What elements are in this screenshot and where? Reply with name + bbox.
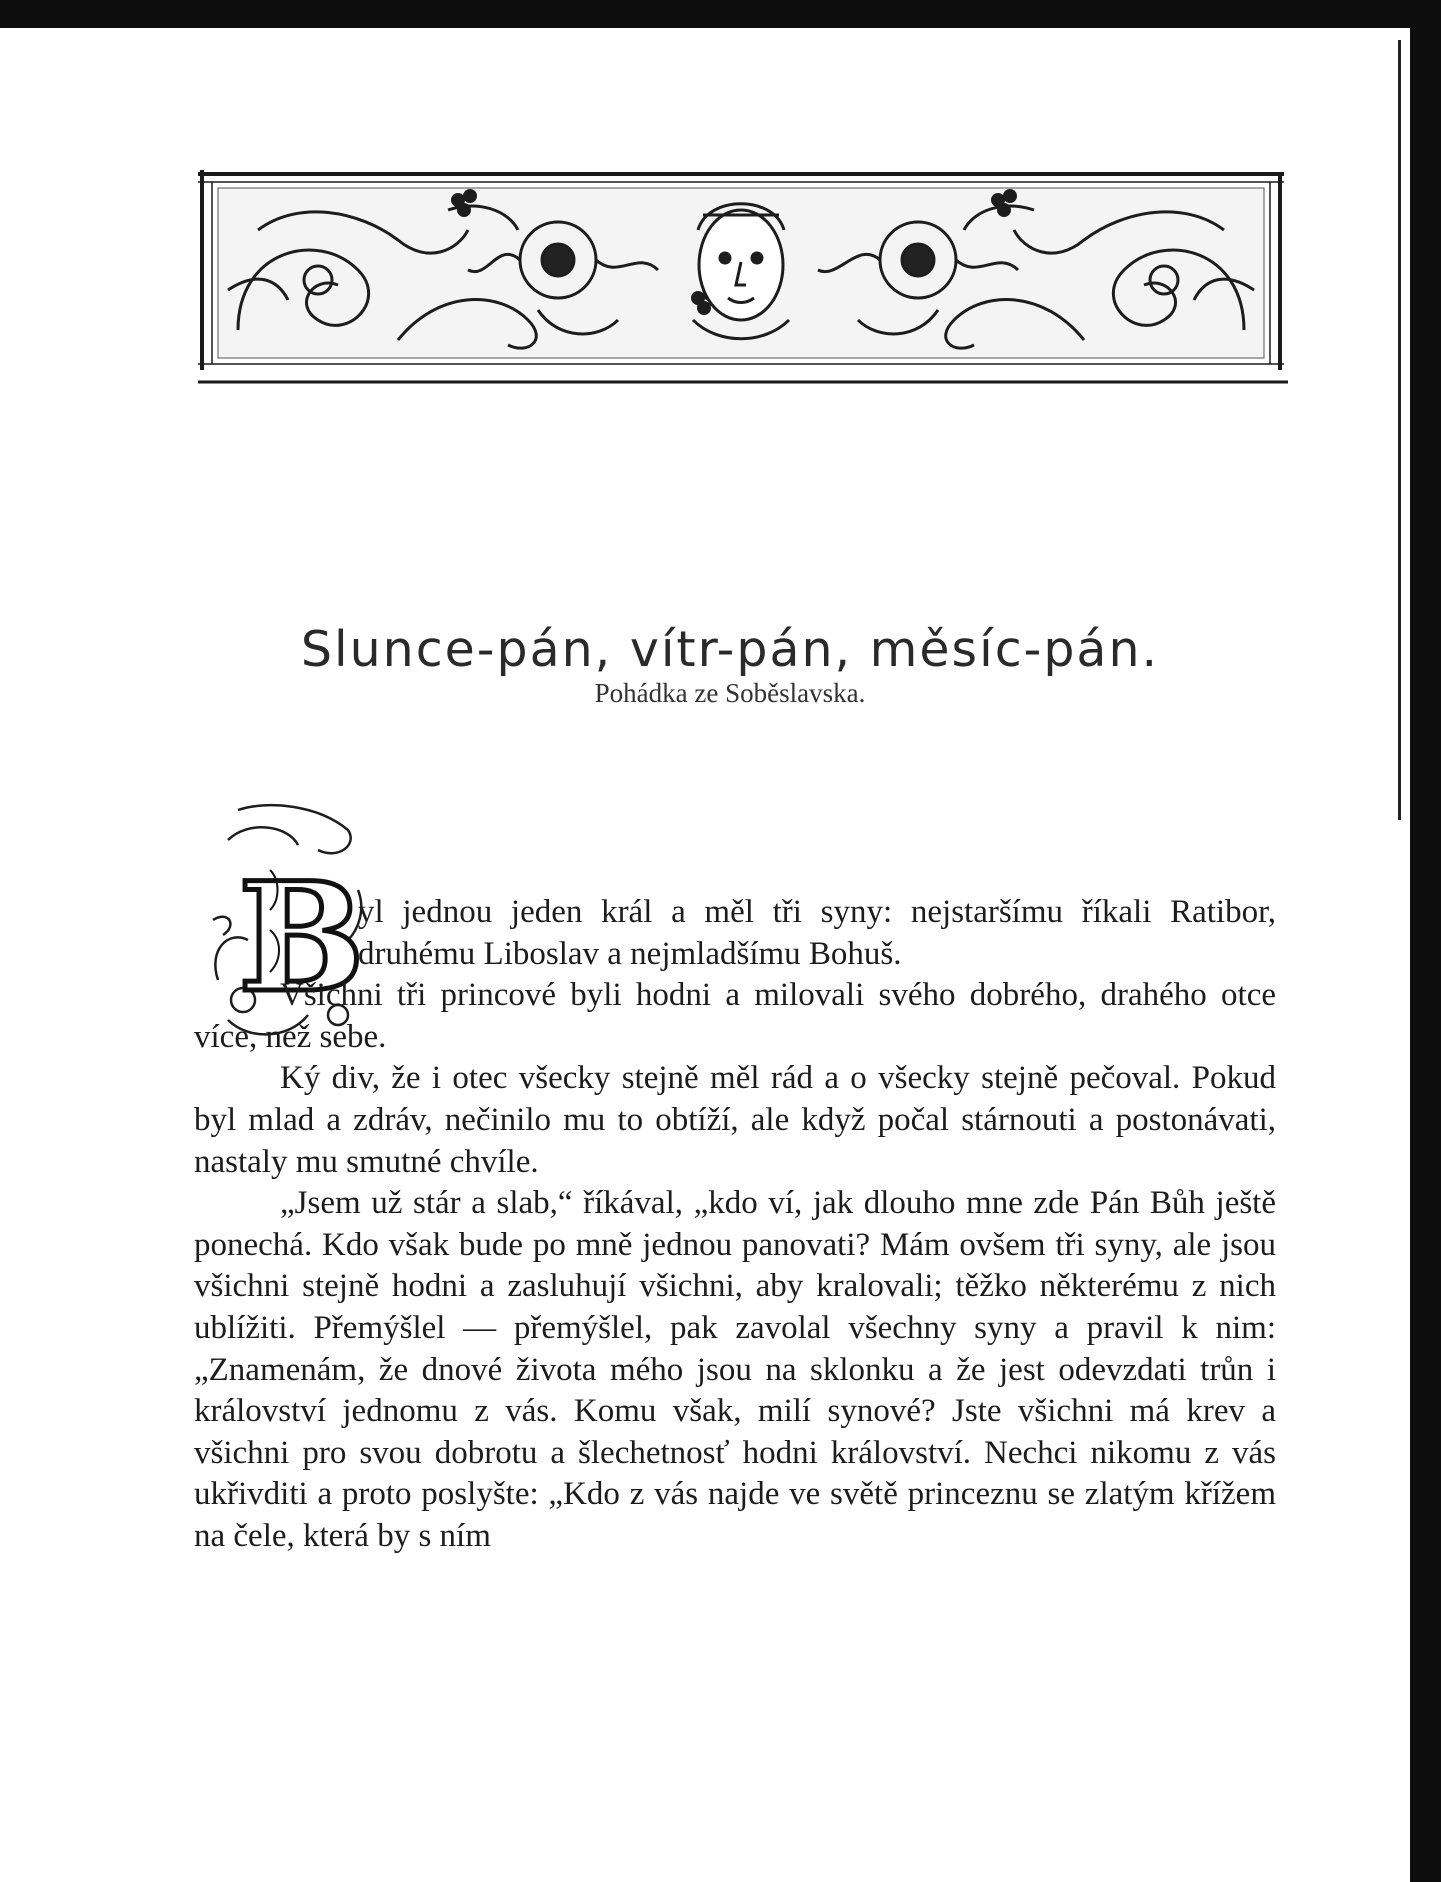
header-ornament	[198, 170, 1288, 388]
chapter-subtitle: Pohádka ze Soběslavska.	[594, 678, 866, 708]
paragraph-1	[194, 892, 1276, 975]
dropcap-letter: B	[238, 850, 365, 1026]
body-text	[194, 892, 1276, 1558]
scan-page-edge	[1398, 40, 1401, 820]
paragraph-4: „Jsem už stár a slab,“ říkával, „kdo ví, jak dlouho mne zde Pán Bůh ještě ponechá. Kdo však bude po mně jednou panovati? Mám ovšem tři syny, ale jsou všichni stejně hodni a zasluhují všichni, aby kralovali; těžko některému z nich ublížiti. Přemýšlel — přemýšlel, pak zavolal všechny syny a pravil k nim: „Znamenám, že dnové života mého jsou na sklonku a že jest odevzdati trůn i království jednomu z vás. Komu však, milí synové? Jste všichni má krev a všichni pro svou dobrotu a šlechetnosť hodni království. Nechci nikomu z vás ukřivditi a proto poslyšte: „Kdo z vás najde ve světě princeznu se zlatým křížem na čele, která by s ním	[194, 1185, 1276, 1554]
paragraph-3: Ký div, že i otec všecky stejně měl rád a o všecky stejně pečoval. Pokud byl mlad a zdráv, nečinilo mu to obtíží, ale když počal stárnouti a postonávati, nastaly mu smutné chvíle.	[194, 1060, 1276, 1180]
paragraph-1-text: yl jednou jeden král a měl tři syny: nejstaršímu říkali Ratibor, druhému Liboslav a nejmladšímu Bohuš.	[358, 894, 1276, 972]
scan-top-border	[0, 0, 1441, 28]
paragraph-2: Všichni tři princové byli hodni a milovali svého dobrého, drahého otce více, než sebe.	[194, 977, 1276, 1055]
scan-right-border	[1411, 0, 1441, 1882]
chapter-title: Slunce-pán, vítr-pán, měsíc-pán.	[300, 620, 1160, 678]
